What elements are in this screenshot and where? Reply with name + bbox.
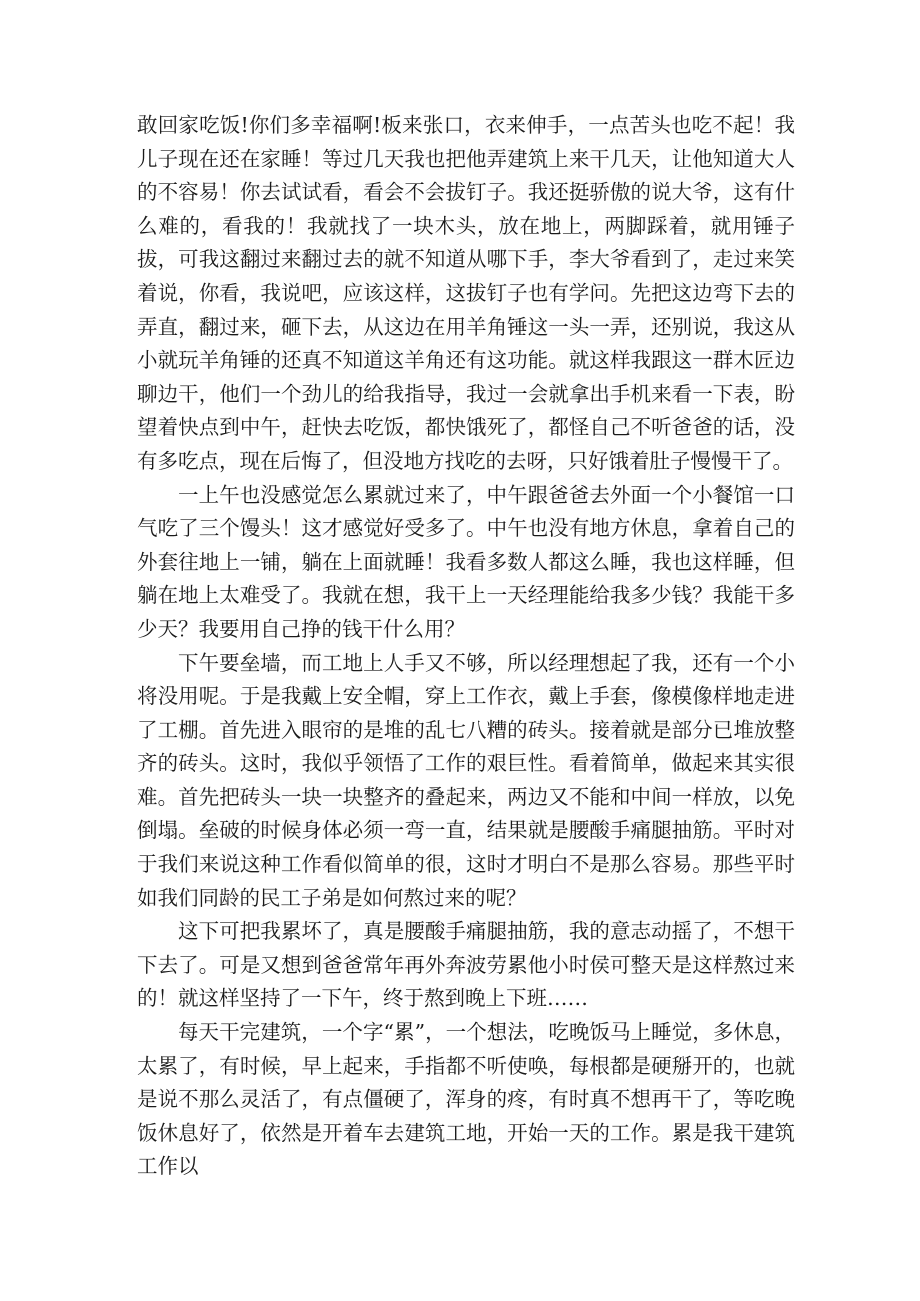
paragraph-daily-work: 每天干完建筑，一个字“累”，一个想法，吃晚饭马上睡觉，多休息，太累了，有时候，早上起来，手指都不听使唤，每根都是硬掰开的，也就是说不那么灵活了，有点僵硬了，浑身的疼，有时真不想再干了，等吃晚饭休息好了，依然是开着车去建筑工地，开始一天的工作。累是我干建筑工作以: [137, 1020, 795, 1179]
document-body: [137, 109, 795, 1184]
paragraph-exhausted: 这下可把我累坏了，真是腰酸手痛腿抽筋，我的意志动摇了，不想干下去了。可是又想到爸爸常年再外奔波劳累他小时侯可整天是这样熬过来的！就这样坚持了一下午，终于熬到晚上下班……: [137, 919, 795, 1011]
paragraph-afternoon-wall: 下午要垒墙，而工地上人手又不够，所以经理想起了我，还有一个小将没用呢。于是我戴上安全帽，穿上工作衣，戴上手套，像模像样地走进了工棚。首先进入眼帘的是堆的乱七八糟的砖头。接着就是部分已堆放整齐的砖头。这时，我似乎领悟了工作的艰巨性。看着简单，做起来其实很难。首先把砖头一块一块整齐的叠起来，两边又不能和中间一样放，以免倒塌。垒破的时候身体必须一弯一直，结果就是腰酸手痛腿抽筋。平时对于我们来说这种工作看似简单的很，这时才明白不是那么容易。那些平时如我们同龄的民工子弟是如何熬过来的呢？: [137, 650, 795, 910]
paragraph-lunch: 一上午也没感觉怎么累就过来了，中午跟爸爸去外面一个小餐馆一口气吃了三个馒头！这才感觉好受多了。中午也没有地方休息，拿着自己的外套往地上一铺，躺在上面就睡！我看多数人都这么睡，我也这样睡，但躺在地上太难受了。我就在想，我干上一天经理能给我多少钱？我能干多少天？我要用自己挣的钱干什么用？: [137, 482, 795, 641]
paragraph-continued: 敢回家吃饭!你们多幸福啊!板来张口，衣来伸手，一点苦头也吃不起！我儿子现在还在家睡！等过几天我也把他弄建筑上来干几天，让他知道大人的不容易！你去试试看，看会不会拔钉子。我还挺骄傲的说大爷，这有什么难的，看我的！我就找了一块木头，放在地上，两脚踩着，就用锤子拔，可我这翻过来翻过去的就不知道从哪下手，李大爷看到了，走过来笑着说，你看，我说吧，应该这样，这拔钉子也有学问。先把这边弯下去的弄直，翻过来，砸下去，从这边在用羊角锤这一头一弄，还别说，我这从小就玩羊角锤的还真不知道这羊角还有这功能。就这样我跟这一群木匠边聊边干，他们一个劲儿的给我指导，我过一会就拿出手机来看一下表，盼望着快点到中午，赶快去吃饭，都快饿死了，都怪自己不听爸爸的话，没有多吃点，现在后悔了，但没地方找吃的去呀，只好饿着肚子慢慢干了。: [137, 113, 795, 473]
